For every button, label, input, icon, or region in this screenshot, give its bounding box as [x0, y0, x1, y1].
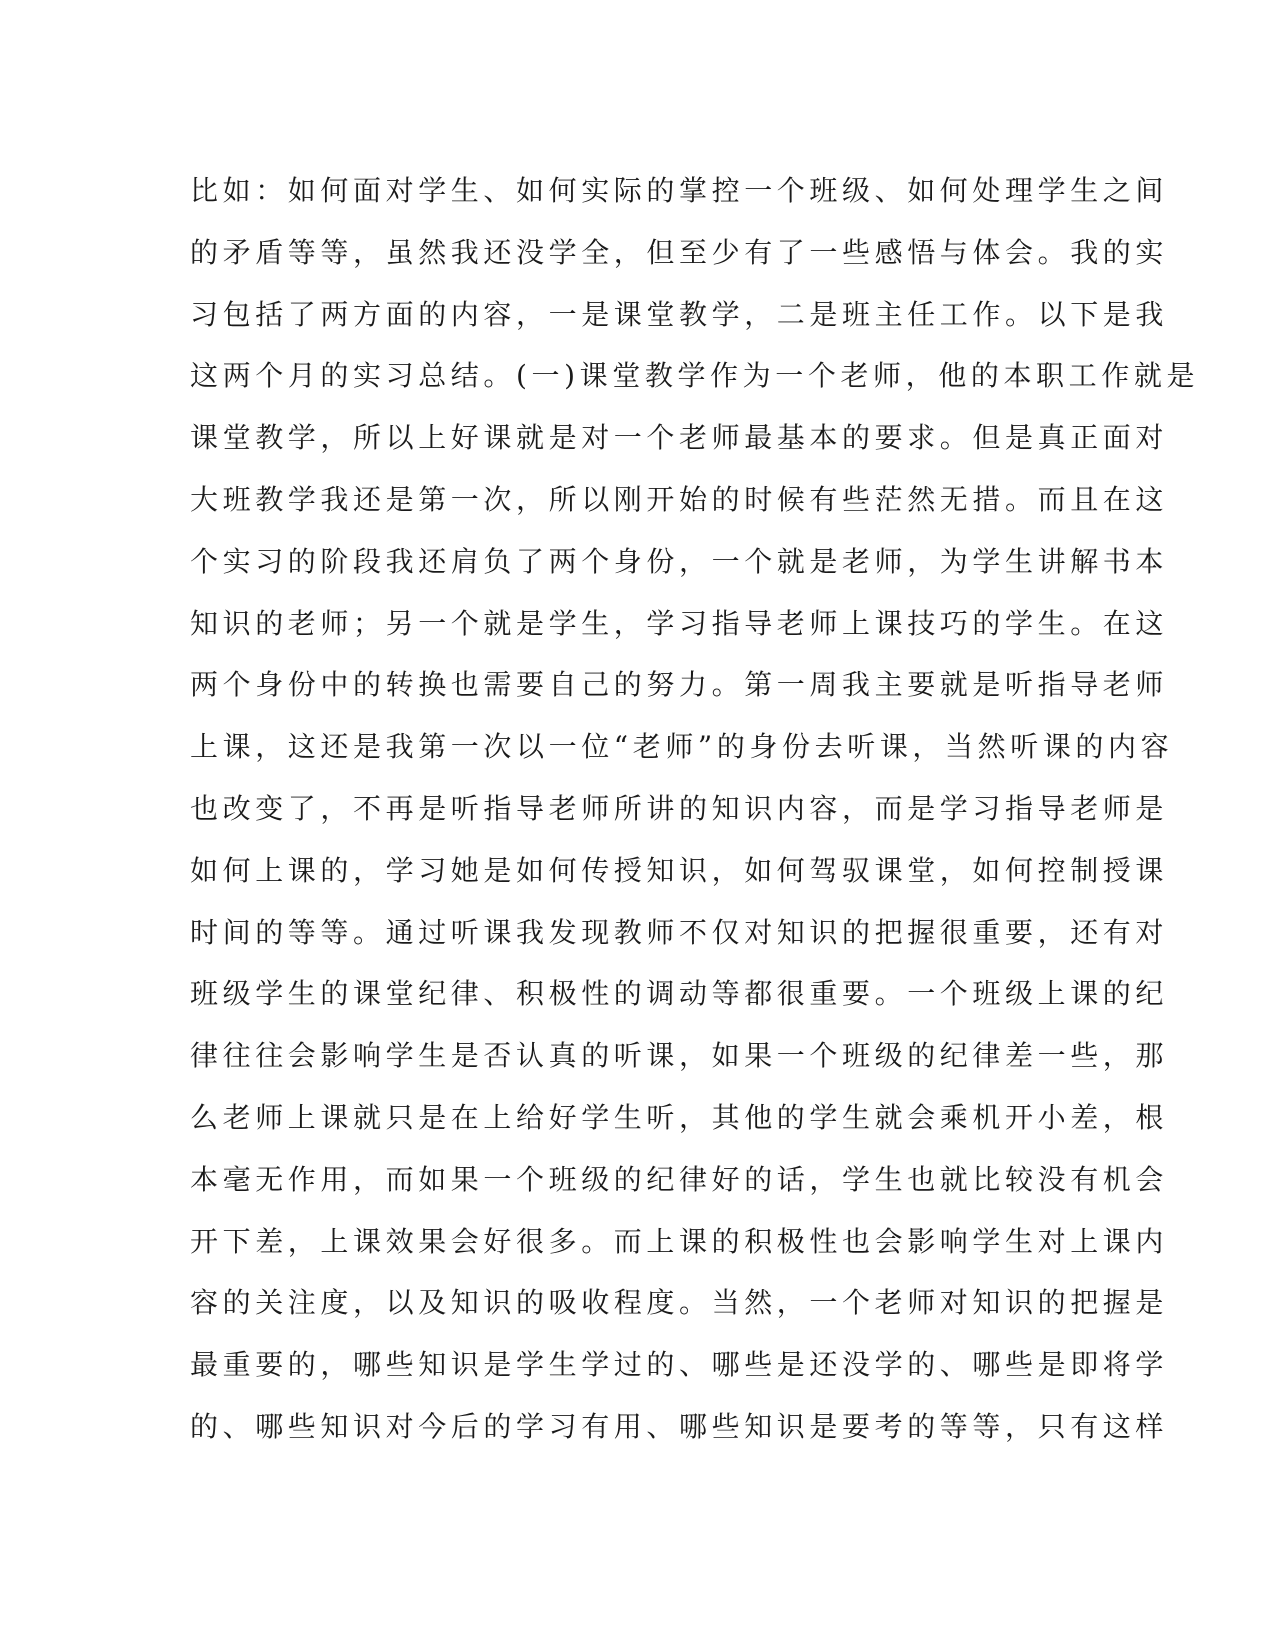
text-line-7: 个实习的阶段我还肩负了两个身份，一个就是老师，为学生讲解书本	[190, 544, 1169, 578]
text-line-16: 么老师上课就只是在上给好学生听，其他的学生就会乘机开小差，根	[190, 1100, 1169, 1134]
text-line-10: 上课，这还是我第一次以一位“老师”的身份去听课，当然听课的内容	[190, 730, 1174, 764]
text-line-21: 的、哪些知识对今后的学习有用、哪些知识是要考的等等，只有这样	[190, 1409, 1169, 1443]
text-line-9: 两个身份中的转换也需要自己的努力。第一周我主要就是听指导老师	[190, 668, 1169, 702]
text-line-18: 开下差，上课效果会好很多。而上课的积极性也会影响学生对上课内	[190, 1224, 1169, 1258]
text-line-5: 课堂教学，所以上好课就是对一个老师最基本的要求。但是真正面对	[190, 421, 1169, 455]
text-line-20: 最重要的，哪些知识是学生学过的、哪些是还没学的、哪些是即将学	[190, 1348, 1169, 1382]
text-line-14: 班级学生的课堂纪律、积极性的调动等都很重要。一个班级上课的纪	[190, 977, 1169, 1011]
text-line-6: 大班教学我还是第一次，所以刚开始的时候有些茫然无措。而且在这	[190, 482, 1169, 516]
text-line-12: 如何上课的，学习她是如何传授知识，如何驾驭课堂，如何控制授课	[190, 853, 1169, 887]
text-line-15: 律往往会影响学生是否认真的听课，如果一个班级的纪律差一些，那	[190, 1039, 1169, 1073]
text-line-1: 比如：如何面对学生、如何实际的掌控一个班级、如何处理学生之间	[190, 174, 1169, 207]
text-line-2: 的矛盾等等，虽然我还没学全，但至少有了一些感悟与体会。我的实	[190, 235, 1169, 269]
text-line-19: 容的关注度，以及知识的吸收程度。当然，一个老师对知识的把握是	[190, 1286, 1169, 1320]
text-line-11: 也改变了，不再是听指导老师所讲的知识内容，而是学习指导老师是	[190, 791, 1169, 825]
text-line-8: 知识的老师；另一个就是学生，学习指导老师上课技巧的学生。在这	[190, 606, 1169, 640]
text-line-13: 时间的等等。通过听课我发现教师不仅对知识的把握很重要，还有对	[190, 915, 1169, 949]
text-line-3: 习包括了两方面的内容，一是课堂教学，二是班主任工作。以下是我	[190, 297, 1169, 331]
text-line-4: 这两个月的实习总结。(一)课堂教学作为一个老师，他的本职工作就是	[190, 359, 1200, 393]
text-line-17: 本毫无作用，而如果一个班级的纪律好的话，学生也就比较没有机会	[190, 1162, 1169, 1196]
body-paragraph	[190, 160, 1200, 1458]
